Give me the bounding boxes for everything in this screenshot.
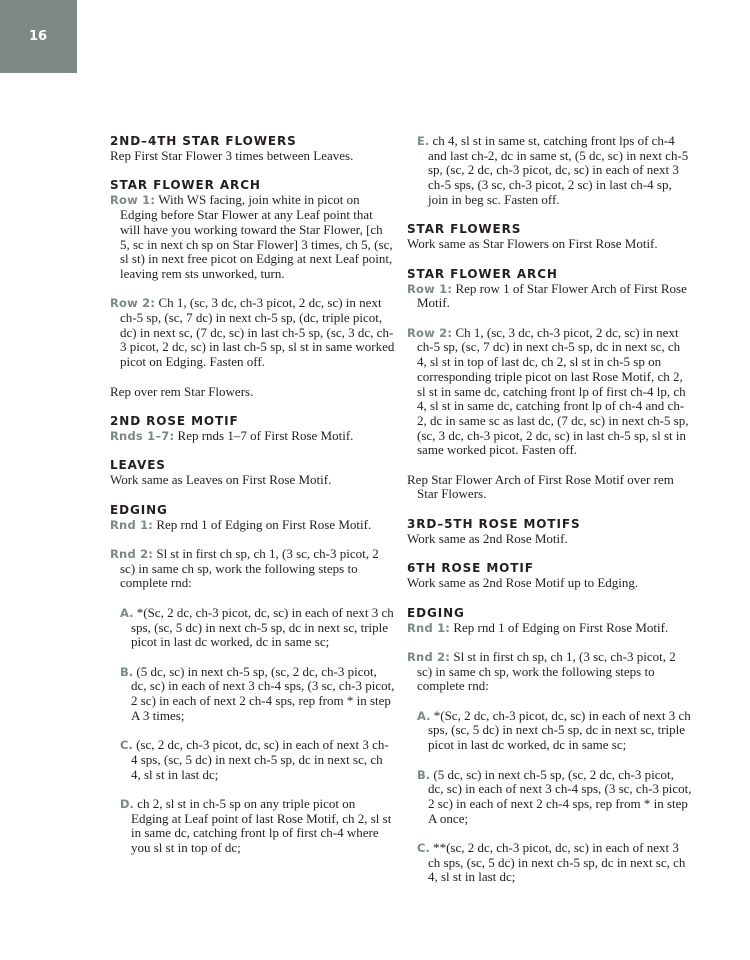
step-label: C. xyxy=(417,841,430,856)
section-text: Work same as Leaves on First Rose Motif. xyxy=(110,472,332,488)
section-heading: STAR FLOWER ARCH xyxy=(110,178,261,193)
row-text: With WS facing, join white in picot on Edging before Star Flower at any Leaf point that will have you working toward the Star Flower, [ch 5, sc in next ch sp on Star Flower] 3 times, ch 5, (sc, sl st) in next free picot on Edging at next Leaf point, leaving rem sts unworked, turn. xyxy=(120,192,393,281)
row-label: Row 1: xyxy=(110,193,156,208)
section-heading: EDGING xyxy=(110,502,168,517)
section-heading: 3RD–5TH ROSE MOTIFS xyxy=(407,516,581,531)
row-label: Rnd 2: xyxy=(407,649,451,664)
section-text: Rep First Star Flower 3 times between Leaves. xyxy=(110,148,354,163)
step-item xyxy=(110,797,395,856)
step-text: *(Sc, 2 dc, ch-3 picot, dc, sc) in each of next 3 ch sps, (sc, 5 dc) in next ch-5 sp, dc in next sc, triple picot in last dc worked, dc in same sc; xyxy=(428,707,691,753)
section-heading: 2ND–4TH STAR FLOWERS xyxy=(110,134,297,148)
row-text: Ch 1, (sc, 3 dc, ch-3 picot, 2 dc, sc) in next ch-5 sp, (sc, 7 dc) in next ch-5 sp, dc in next sc, ch 4, sl st in top of last dc, ch 2, sl st in ch-5 sp on corresponding triple picot on last Rose Motif, ch 2, sl st in same dc, catching front lp of first ch-4 lp, ch 4, sl st in same dc, catching front lp of ch-4 and ch-2, dc in same sc as last dc, (7 dc, sc) in next ch-5 sp, (sc, 3 dc, ch-3 picot, 2 dc, sc) in last ch-5 sp, sl st in same worked picot. Fasten off. xyxy=(417,324,689,458)
instruction-row xyxy=(110,547,395,591)
page-number: 16 xyxy=(29,29,48,44)
row-label: Rnd 1: xyxy=(407,620,451,635)
section-heading: STAR FLOWERS xyxy=(407,222,522,237)
step-text: ch 2, sl st in ch-5 sp on any triple picot on Edging at Leaf point of last Rose Motif, ch 2, sl st in same dc, catching front lp of first ch-4 where you sl st in top of dc; xyxy=(131,795,392,856)
row-text: Sl st in first ch sp, ch 1, (3 sc, ch-3 picot, 2 sc) in same ch sp, work the following steps to complete rnd: xyxy=(120,546,379,591)
row-label: Row 2: xyxy=(407,325,453,340)
step-label: D. xyxy=(120,796,134,811)
page-number-tab xyxy=(0,0,77,73)
step-text: (5 dc, sc) in next ch-5 sp, (sc, 2 dc, ch-3 picot, dc, sc) in each of next 3 ch-4 sps, (3 sc, ch-3 picot, 2 sc) in each of next 2 ch-4 sps, rep from * in step A once; xyxy=(428,766,692,826)
step-label: A. xyxy=(417,708,431,723)
row-text: Rep row 1 of Star Flower Arch of First Rose Motif. xyxy=(417,280,687,311)
section-heading: 2ND ROSE MOTIF xyxy=(110,413,239,428)
step-label: A. xyxy=(120,605,134,620)
section-heading: LEAVES xyxy=(110,458,166,473)
section-text: Work same as Star Flowers on First Rose Motif. xyxy=(407,236,658,252)
instruction-row xyxy=(110,296,395,370)
step-item xyxy=(110,665,395,724)
step-item xyxy=(407,134,692,208)
instruction-row xyxy=(407,621,692,636)
step-label: C. xyxy=(120,738,133,753)
right-column xyxy=(407,134,692,885)
row-text: Rep rnds 1–7 of First Rose Motif. xyxy=(177,427,354,443)
instruction-row xyxy=(407,650,692,694)
section-heading: 6TH ROSE MOTIF xyxy=(407,561,534,576)
section-text: Work same as 2nd Rose Motif up to Edging. xyxy=(407,575,639,591)
step-text: **(sc, 2 dc, ch-3 picot, dc, sc) in each of next 3 ch sps, (sc, 5 dc) in next ch-5 sp, dc in next sc, ch 4, sl st in last dc; xyxy=(428,840,686,885)
section-text: Rep over rem Star Flowers. xyxy=(110,383,254,399)
instruction-row xyxy=(110,429,395,444)
row-label: Rnd 2: xyxy=(110,547,154,562)
section-heading: EDGING xyxy=(407,605,465,620)
step-item xyxy=(407,709,692,753)
row-text: Sl st in first ch sp, ch 1, (3 sc, ch-3 picot, 2 sc) in same ch sp, work the following steps to complete rnd: xyxy=(417,648,676,694)
instruction-row xyxy=(407,282,692,311)
step-item xyxy=(407,841,692,885)
step-text: (5 dc, sc) in next ch-5 sp, (sc, 2 dc, ch-3 picot, dc, sc) in each of next 3 ch-4 sps, (3 sc, ch-3 picot, 2 sc) in each of next 2 ch-4 sps, rep from * in step A 3 times; xyxy=(131,663,395,723)
step-item xyxy=(110,738,395,782)
step-item xyxy=(407,768,692,827)
step-label: B. xyxy=(417,767,431,782)
instruction-row xyxy=(407,326,692,458)
row-text: Rep rnd 1 of Edging on First Rose Motif. xyxy=(453,619,669,635)
section-text: Work same as 2nd Rose Motif. xyxy=(407,530,568,546)
step-label: E. xyxy=(417,134,430,148)
row-label: Rnd 1: xyxy=(110,517,154,532)
row-label: Row 2: xyxy=(110,296,156,311)
step-item xyxy=(110,606,395,650)
section-text: Rep Star Flower Arch of First Rose Motif over rem Star Flowers. xyxy=(407,471,674,502)
step-text: ch 4, sl st in same st, catching front lps of ch-4 and last ch-2, dc in same st, (5 dc, sc) in next ch-5 sp, (sc, 2 dc, ch-3 picot, dc, sc) in each of next 3 ch-5 sps, (3 sc, ch-3 picot, 2 sc) in last ch-4 sp, join in beg sc. Fasten off. xyxy=(428,133,689,207)
step-label: B. xyxy=(120,664,134,679)
row-label: Row 1: xyxy=(407,281,453,296)
row-text: Rep rnd 1 of Edging on First Rose Motif. xyxy=(156,516,372,532)
step-text: (sc, 2 dc, ch-3 picot, dc, sc) in each of next 3 ch-4 sps, (sc, 5 dc) in next ch-5 sp, dc in next sc, ch 4, sl st in last dc; xyxy=(131,737,389,782)
row-text: Ch 1, (sc, 3 dc, ch-3 picot, 2 dc, sc) in next ch-5 sp, (sc, 7 dc) in next ch-5 sp, (dc, triple picot, dc) in next sc, (7 dc, sc) in last ch-5 sp, (sc, 3 dc, ch-3 picot, 2 dc, sc) in last ch-5 sp, sl st in same worked picot on Edging. Fasten off. xyxy=(120,295,395,370)
instruction-row xyxy=(110,193,395,281)
left-column xyxy=(110,134,395,856)
section-heading: STAR FLOWER ARCH xyxy=(407,266,558,281)
instruction-row xyxy=(110,518,395,533)
step-text: *(Sc, 2 dc, ch-3 picot, dc, sc) in each of next 3 ch sps, (sc, 5 dc) in next ch-5 sp, dc in next sc, triple picot in last dc worked, dc in same sc; xyxy=(131,604,394,650)
row-label: Rnds 1–7: xyxy=(110,428,175,443)
